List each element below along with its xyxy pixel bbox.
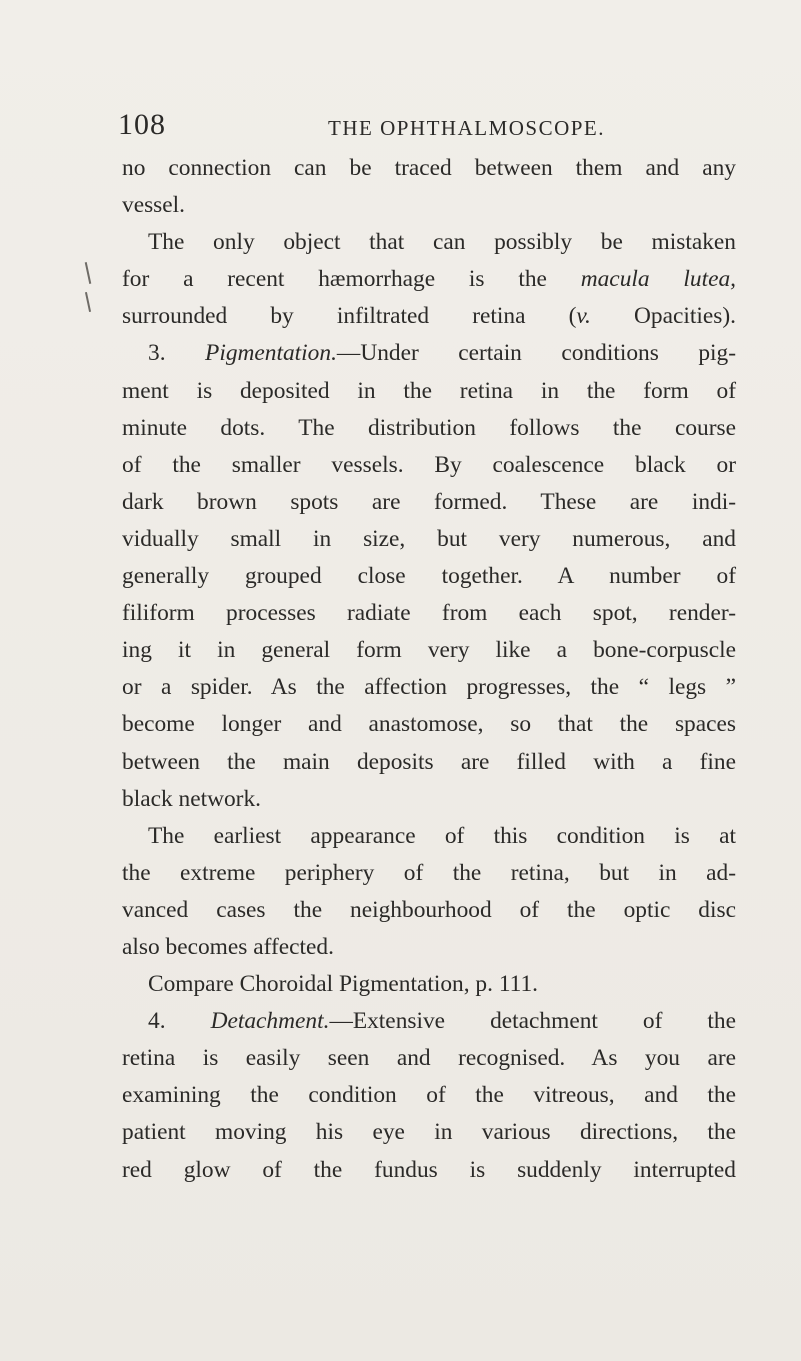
- body-text: [122, 150, 736, 1189]
- term-macula-lutea: macula lutea,: [580, 266, 737, 293]
- text-line: red glow of the fundus is suddenly interrupted: [122, 1156, 736, 1183]
- text-run: for a recent hæmorrhage is the: [122, 266, 581, 293]
- margin-pencil-mark: [85, 262, 92, 284]
- section-number: 4.: [148, 1008, 211, 1035]
- section-title: Detachment.: [210, 1008, 330, 1035]
- text-line: vidually small in size, but very numerous, and: [122, 525, 736, 552]
- text-line: black network.: [122, 785, 261, 812]
- text-run: Opacities).: [590, 303, 736, 330]
- text-line: patient moving his eye in various directions, the: [122, 1119, 736, 1146]
- text-line: also becomes affected.: [122, 933, 334, 960]
- text-line: [122, 261, 736, 298]
- text-run: surrounded by infiltrated retina (: [122, 303, 577, 330]
- text-line: filiform processes radiate from each spot, render-: [122, 600, 736, 627]
- text-line: dark brown spots are formed. These are indi-: [122, 488, 736, 515]
- text-line: [122, 298, 736, 335]
- margin-pencil-mark: [85, 292, 91, 312]
- text-line: retina is easily seen and recognised. As you are: [122, 1045, 736, 1072]
- text-line: or a spider. As the affection progresses, the “ legs ”: [122, 674, 736, 701]
- text-line: examining the condition of the vitreous, and the: [122, 1082, 736, 1109]
- cross-reference-line: Compare Choroidal Pigmentation, p. 111.: [148, 971, 539, 998]
- text-run: —Under certain conditions pig-: [336, 340, 736, 367]
- text-line: The only object that can possibly be mistaken: [148, 229, 736, 256]
- text-line: ing it in general form very like a bone-corpuscle: [122, 637, 736, 664]
- text-line: ment is deposited in the retina in the form of: [122, 377, 736, 404]
- text-line: no connection can be traced between them and any: [122, 155, 736, 181]
- section-title: Pigmentation.: [205, 340, 337, 367]
- text-line: become longer and anastomose, so that the spaces: [122, 711, 736, 738]
- section-heading-pigmentation: [122, 335, 736, 372]
- text-line: vessel.: [122, 192, 186, 219]
- text-line: of the smaller vessels. By coalescence black or: [122, 451, 736, 478]
- text-line: The earliest appearance of this condition is at: [148, 822, 736, 849]
- text-line: vanced cases the neighbourhood of the optic disc: [122, 896, 736, 923]
- text-line: minute dots. The distribution follows the course: [122, 414, 736, 441]
- text-line: between the main deposits are filled with a fine: [122, 748, 736, 775]
- section-number: 3.: [148, 340, 206, 367]
- text-line: the extreme periphery of the retina, but in ad-: [122, 859, 736, 886]
- text-line: generally grouped close together. A number of: [122, 563, 736, 590]
- page-number: 108: [118, 108, 166, 141]
- section-heading-detachment: [122, 1003, 736, 1040]
- cross-reference-abbrev: v.: [576, 303, 591, 330]
- text-run: —Extensive detachment of the: [329, 1008, 736, 1035]
- running-title: THE OPHTHALMOSCOPE.: [328, 116, 606, 140]
- running-head: [118, 108, 758, 148]
